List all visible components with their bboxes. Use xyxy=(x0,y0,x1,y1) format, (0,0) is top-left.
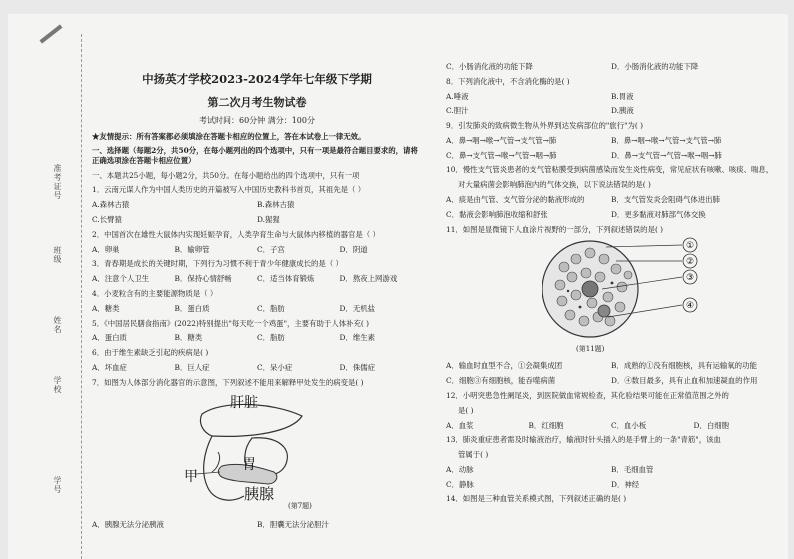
options-row xyxy=(92,304,422,314)
label-4: ④ xyxy=(686,300,695,311)
option: C．脂肪 xyxy=(257,333,285,343)
option: C．鼻→支气管→喉→气管→咽→肺 xyxy=(446,150,557,160)
option: C．呆小症 xyxy=(257,362,293,372)
question-stem-cont: 对大量病菌会影响肺泡内的气体交换，以下说法错误的是( ) xyxy=(458,180,651,190)
option: D．熬夜上网游戏 xyxy=(339,274,398,284)
binding-label: 学号 xyxy=(53,476,62,494)
label-3: ③ xyxy=(686,272,695,283)
question-stem: 1．云南元谋人作为中国人类历史的开篇被写入中国历史教科书首页，其祖先是（ ） xyxy=(92,185,366,195)
exam-meta: 考试时间：60分钟 满分：100分 xyxy=(199,116,315,126)
tip: ★友情提示：所有答案都必须填涂在答题卡相应的位置上，答在本试卷上一律无效。 xyxy=(92,131,366,141)
options-row xyxy=(446,210,776,220)
option: B．红细胞 xyxy=(528,420,564,430)
option: A．血浆 xyxy=(446,420,474,430)
option: D．维生素 xyxy=(339,333,375,343)
option: B．糖类 xyxy=(174,333,203,343)
question-stem: 6．由于维生素缺乏引起的疾病是( ) xyxy=(92,348,209,358)
option: D．白细胞 xyxy=(693,420,729,430)
question-stem-cont: 管属于( ) xyxy=(458,450,489,460)
question-block-2 xyxy=(92,259,422,284)
options-row xyxy=(446,151,776,161)
right-column xyxy=(446,62,776,504)
option: C．细胞③有细胞核，能吞噬病菌 xyxy=(446,376,556,386)
binding-label: 学校 xyxy=(53,376,62,394)
option: D．更多黏液对肺部气体交换 xyxy=(611,209,706,219)
question-block-1 xyxy=(92,230,422,255)
section-intro: 一、选择题（每题2分，共50分，在每小题列出的四个选项中，只有一项是最符合题目要求的，请将正确选项涂在答题卡相应位置） xyxy=(92,145,418,165)
stomach-label: 胃 xyxy=(242,456,256,473)
options-row xyxy=(446,361,776,371)
option: A.森林古猿 xyxy=(92,200,130,210)
option: C．子宫 xyxy=(257,244,285,254)
option: A．动脉 xyxy=(446,464,474,474)
liver-label: 肝脏 xyxy=(230,394,258,411)
left-column xyxy=(92,70,422,530)
options-row xyxy=(92,333,422,343)
option: B.森林古猿 xyxy=(257,200,295,210)
options-row xyxy=(92,274,422,284)
option: A．胰腺无法分泌胰液 xyxy=(92,519,164,529)
binding-line xyxy=(81,34,82,559)
question-stem: 11．如图是显微镜下人血涂片视野的一部分，下列叙述错误的是( ) xyxy=(446,224,664,234)
question-stem: 13．肺炎重症患者需及时输液治疗，输液时针头插入的是手臂上的一条"青筋"，该血 xyxy=(446,435,721,445)
option: D.胰液 xyxy=(611,106,634,116)
options-row xyxy=(92,200,422,210)
blood-smear-figure xyxy=(446,237,776,357)
question-block-3 xyxy=(92,289,422,314)
option: B．支气管发炎会阻碍气体进出肺 xyxy=(611,195,720,205)
options-row xyxy=(92,245,422,255)
options-row xyxy=(446,465,776,475)
option: A．鼻→咽→喉→气管→支气管→肺 xyxy=(446,135,557,145)
question-stem: 14．如图是三种血管关系模式图，下列叙述正确的是( ) xyxy=(446,494,627,504)
option: B．胆囊无法分泌胆汁 xyxy=(257,519,329,529)
option: B．蛋白质 xyxy=(174,303,210,313)
options-row xyxy=(446,106,776,116)
question-block-5 xyxy=(92,348,422,373)
options-row xyxy=(92,520,422,530)
option: D．侏儒症 xyxy=(339,362,375,372)
option: C．脂肪 xyxy=(257,303,285,313)
options-row xyxy=(446,195,776,205)
label-2: ② xyxy=(686,256,695,267)
binding-label: 姓名 xyxy=(53,316,62,334)
option: B．毛细血管 xyxy=(611,464,654,474)
option: D．④数目最多，具有止血和加速凝血的作用 xyxy=(611,376,758,386)
option: A．痰是由气管、支气管分泌的黏液形成的 xyxy=(446,195,585,205)
option: A．卵巢 xyxy=(92,244,120,254)
option: A．输血时血型不合，①会凝集成团 xyxy=(446,361,563,371)
pancreas-label: 胰腺 xyxy=(244,484,275,503)
section-note: 一、本题共25小题，每小题2分，共50分。在每小题给出的四个选项中，只有一项 xyxy=(92,170,360,180)
option: B．鼻→咽→喉→气管→支气管→肺 xyxy=(611,135,722,145)
option: B．巨人症 xyxy=(174,362,210,372)
question-stem: 3．青春期是成长的关键时期，下列行为习惯不利于青少年健康成长的是（ ） xyxy=(92,259,343,269)
binding-label: 班级 xyxy=(53,246,62,264)
question-stem: 2．中国首次在雄性大鼠体内实现妊娠孕育，人类孕育生命与大鼠体内移植的器官是（ ） xyxy=(92,229,380,239)
option: C．血小板 xyxy=(611,420,647,430)
exam-subtitle: 第二次月考生物试卷 xyxy=(207,95,307,109)
option: D．神经 xyxy=(611,479,640,489)
option: A．坏血症 xyxy=(92,362,127,372)
options-row xyxy=(92,363,422,373)
option: A．注意个人卫生 xyxy=(92,274,150,284)
option: B．输卵管 xyxy=(174,244,210,254)
question-stem: 10．慢性支气管炎患者的支气管粘膜受到病菌感染而发生炎性病变，常见症状有咳嗽、咳痰、喘息， xyxy=(446,165,774,175)
option: D．无机盐 xyxy=(339,303,375,313)
option: B．成熟的①没有细胞核，具有运输氧的功能 xyxy=(611,361,757,371)
options-row xyxy=(446,376,776,386)
figure7-caption: (第7题) xyxy=(288,501,312,510)
option: C.长臂猿 xyxy=(92,215,122,225)
option: A．蛋白质 xyxy=(92,333,127,343)
option: B.胃液 xyxy=(611,91,634,101)
option: C.胆汁 xyxy=(446,106,469,116)
staple-mark xyxy=(40,24,63,43)
blood-smear-diagram xyxy=(542,237,742,345)
options-row xyxy=(92,215,422,225)
jia-label: 甲 xyxy=(184,468,198,485)
question-stem-cont: 是( ) xyxy=(458,405,474,415)
question-stem: 8．下列消化液中，不含消化酶的是( ) xyxy=(446,76,570,86)
option: C．适当体育锻炼 xyxy=(257,274,315,284)
option: A.唾液 xyxy=(446,91,469,101)
binding-label: 准考证号 xyxy=(53,164,62,200)
option: C．黏液会影响肺泡收缩和舒张 xyxy=(446,209,548,219)
options-row xyxy=(446,421,776,431)
question-stem: 4．小麦粒含有的主要能源物质是（ ） xyxy=(92,288,218,298)
options-row xyxy=(446,136,776,146)
question-block-4 xyxy=(92,319,422,344)
question-stem: 9．引发肺炎的致病微生物从外界到达发病部位的"旅行"为( ) xyxy=(446,121,643,131)
options-row xyxy=(446,480,776,490)
option: D．小肠消化液的功能下降 xyxy=(611,62,699,71)
option: C．静脉 xyxy=(446,479,474,489)
option: D.猩猩 xyxy=(257,215,280,225)
figure11-caption: (第11题) xyxy=(576,344,605,353)
question-block-0 xyxy=(92,185,422,225)
option: A．糖类 xyxy=(92,303,120,313)
option: C．小肠消化液的功能下降 xyxy=(446,62,533,71)
question-stem: 12．小明突患急性阑尾炎，到医院做血常规检查，其化验结果可能在正常值范围之外的 xyxy=(446,390,729,400)
options-row xyxy=(446,62,776,72)
exam-title: 中扬英才学校2023-2024学年七年级下学期 xyxy=(142,72,372,86)
options-row xyxy=(446,92,776,102)
question-stem: 7．如图为人体部分消化器官的示意图，下列叙述不能用来解释甲处发生的病变是( ) xyxy=(92,377,364,387)
question-stem: 5．《中国居民膳食指南》(2022)特别提出"每天吃一个鸡蛋"，主要有助于人体补充( ) xyxy=(92,318,369,328)
option: D．阴道 xyxy=(339,244,368,254)
option: D．鼻→支气管→气管→喉→咽→肺 xyxy=(611,150,722,160)
digestive-figure xyxy=(92,392,422,520)
option: B．保持心情舒畅 xyxy=(174,274,232,284)
label-1: ① xyxy=(686,240,695,251)
